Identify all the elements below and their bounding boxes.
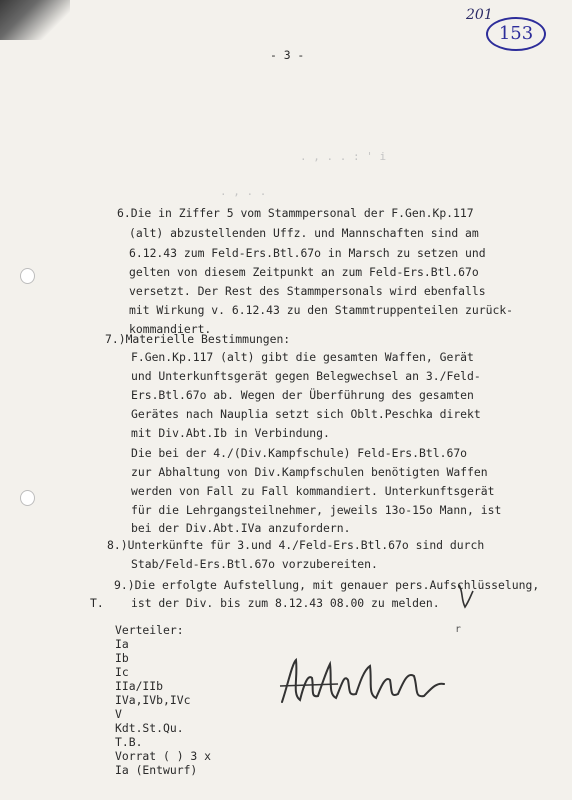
distribution-entry: Ia (Entwurf) (115, 763, 198, 777)
distribution-title: Verteiler: (115, 623, 184, 637)
item6-line: kommandiert. (129, 322, 212, 336)
item6-line: gelten von diesem Zeitpunkt an zum Feld-Ers.Btl.67o (129, 265, 479, 279)
item7-line: bei der Div.Abt.IVa anzufordern. (131, 521, 351, 535)
distribution-entry: Ib (115, 651, 129, 665)
distribution-entry: IIa/IIb (115, 679, 164, 693)
item6-line: versetzt. Der Rest des Stammpersonals wird ebenfalls (129, 284, 486, 298)
margin-mark: T. (90, 596, 104, 610)
item7-line: für die Lehrgangsteilnehmer, jeweils 13o-15o Mann, ist (131, 503, 502, 517)
page-number: - 3 - (270, 48, 305, 62)
archive-stamp: 153 (486, 17, 546, 51)
faint-mark-1: . , . . : ' i (300, 150, 387, 163)
item8-line: Stab/Feld-Ers.Btl.67o vorzubereiten. (131, 557, 378, 571)
handwritten-check-mark (455, 583, 475, 609)
punch-hole-bottom (20, 490, 35, 506)
tick-mark: r (455, 624, 462, 635)
item7-line: Die bei der 4./(Div.Kampfschule) Feld-Ers.Btl.67o (131, 446, 468, 460)
item8-line: 8.)Unterkünfte für 3.und 4./Feld-Ers.Btl.67o sind durch (107, 538, 485, 552)
item7-line: F.Gen.Kp.117 (alt) gibt die gesamten Waffen, Gerät (131, 350, 474, 364)
item6-line: 6.Die in Ziffer 5 vom Stammpersonal der F.Gen.Kp.117 (117, 206, 474, 220)
item6-line: (alt) abzustellenden Uffz. und Mannschaften sind am (129, 226, 479, 240)
item7-line: zur Abhaltung von Div.Kampfschulen benötigten Waffen (131, 465, 488, 479)
item7-line: Gerätes nach Nauplia setzt sich Oblt.Peschka direkt (131, 407, 481, 421)
distribution-entry: T.B. (115, 735, 143, 749)
item9-line: ist der Div. bis zum 8.12.43 08.00 zu melden. (131, 596, 440, 610)
distribution-entry: Ic (115, 665, 129, 679)
distribution-entry: Kdt.St.Qu. (115, 721, 184, 735)
archive-number-handwritten: 201 (466, 7, 493, 23)
item7-line: werden von Fall zu Fall kommandiert. Unterkunftsgerät (131, 484, 495, 498)
distribution-entry: Vorrat ( ) 3 x (115, 749, 212, 763)
item7-line: Ers.Btl.67o ab. Wegen der Überführung des gesamten (131, 388, 474, 402)
item6-line: mit Wirkung v. 6.12.43 zu den Stammtruppenteilen zurück- (129, 303, 514, 317)
item6-line: 6.12.43 zum Feld-Ers.Btl.67o in Marsch zu setzen und (129, 246, 486, 260)
item7-heading: 7.)Materielle Bestimmungen: (105, 332, 291, 346)
punch-hole-top (20, 268, 35, 284)
faint-mark-2: . , . . (220, 185, 267, 198)
item7-line: mit Div.Abt.Ib in Verbindung. (131, 426, 330, 440)
item7-line: und Unterkunftsgerät gegen Belegwechsel an 3./Feld- (131, 369, 481, 383)
distribution-entry: IVa,IVb,IVc (115, 693, 191, 707)
distribution-entry: V (115, 707, 122, 721)
item9-line: 9.)Die erfolgte Aufstellung, mit genauer pers.Aufschlüsselung, (114, 578, 540, 592)
distribution-entry: Ia (115, 637, 129, 651)
handwritten-signature (278, 654, 458, 714)
scan-corner-shadow (0, 0, 70, 40)
